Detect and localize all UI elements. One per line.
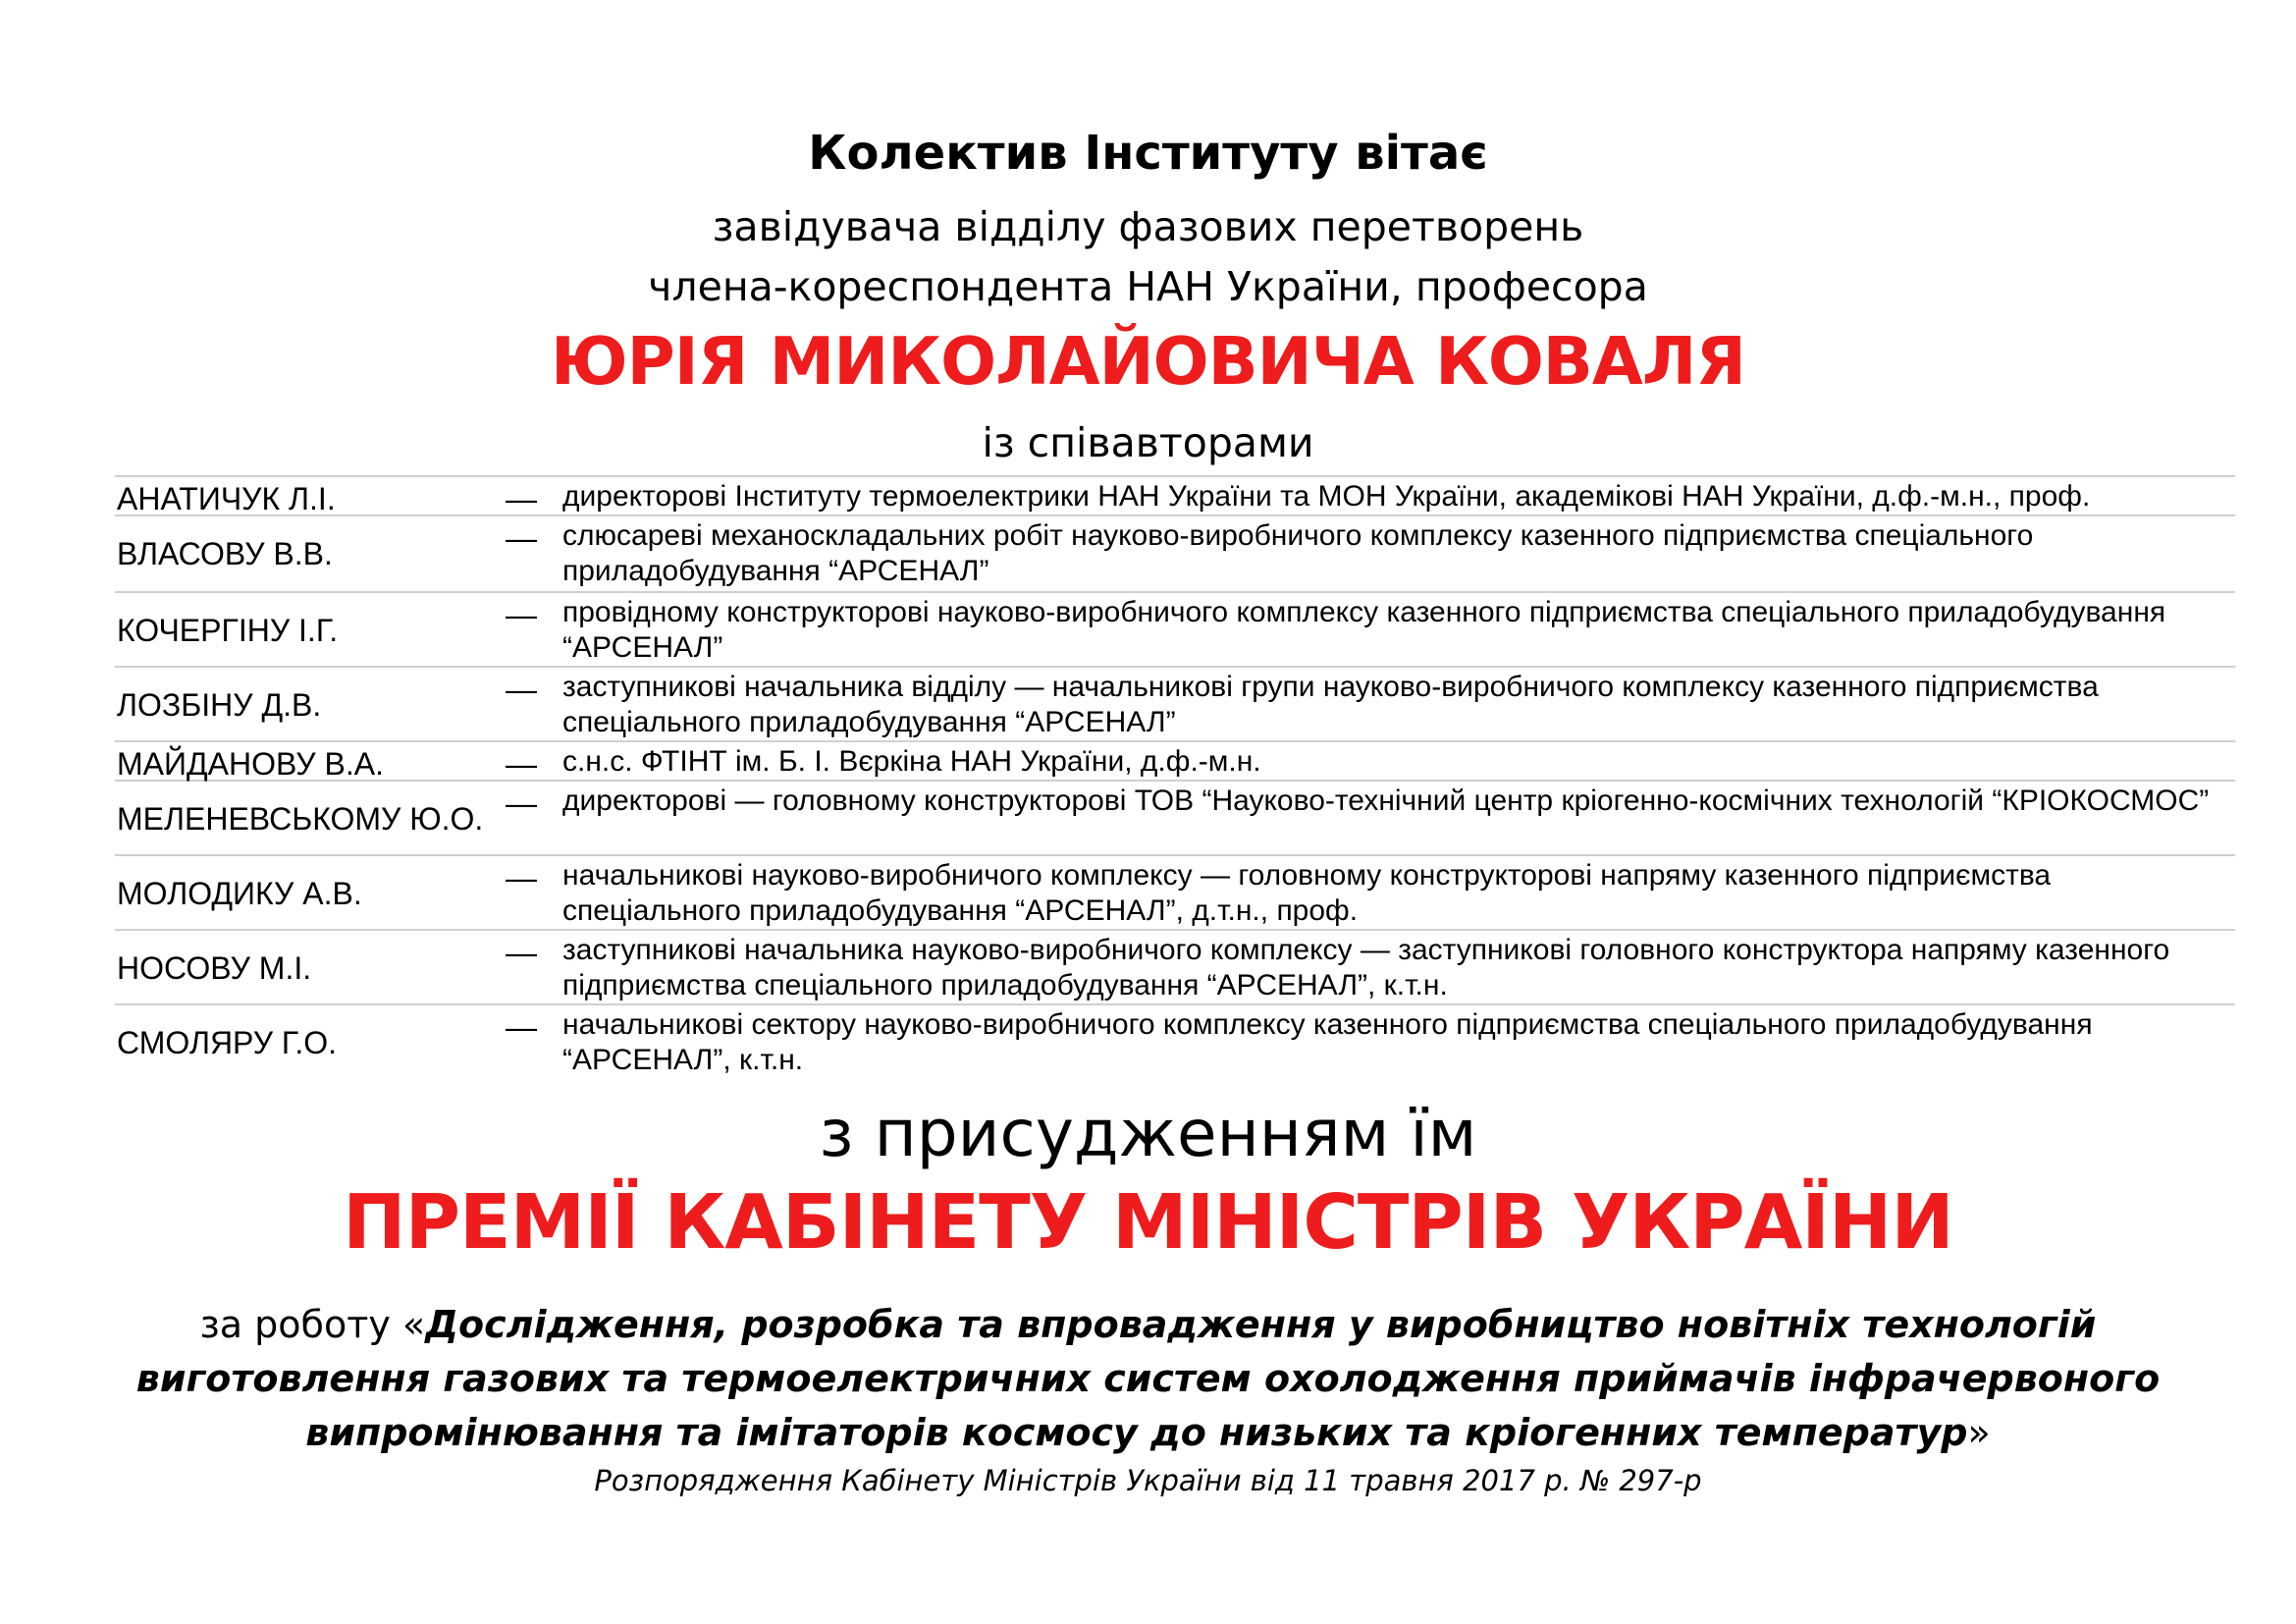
coauthor-row [115,856,2235,931]
coauthor-name: КОЧЕРГІНУ І.Г. [117,613,339,648]
dash: — [506,746,537,782]
work-description [79,1298,2217,1460]
coauthor-row [115,931,2235,1005]
position-line: завідувача відділу фазових перетворень [712,203,1584,250]
work-title: Дослідження, розробка та впровадження у виробництво новітніх технологій виготовлення газових та термоелектричних систем охолодження приймачів інфрачервоного випромінювання та імітаторів космосу до низьких та кріогенних температур [135,1303,2161,1454]
prize-name: ПРЕМІЇ КАБІНЕТУ МІНІСТРІВ УКРАЇНИ [343,1179,1953,1267]
heading: Колектив Інституту вітає [808,126,1488,181]
coauthor-description: провідному конструкторові науково-виробничого комплексу казенного підприємства спеціального приладобудування “АРСЕНАЛ” [562,596,2166,664]
coauthor-name: МОЛОДИКУ А.В. [117,876,362,911]
coauthor-row [115,668,2235,742]
coauthor-description: директорові — головному конструкторові ТОВ “Науково-технічний центр кріогенно-космічних технологій “КРІОКОСМОС” [562,785,2210,817]
decree-reference: Розпорядження Кабінету Міністрів України від 11 травня 2017 р. № 297-р [594,1464,1702,1497]
coauthor-row [115,1005,2235,1082]
coauthor-name: МАЙДАНОВУ В.А. [117,746,384,782]
coauthor-description: начальникові сектору науково-виробничого комплексу казенного підприємства спеціального приладобудування “АРСЕНАЛ”, к.т.н. [562,1008,2093,1076]
coauthor-row [115,742,2235,782]
coauthor-description: слюсареві механоскладальних робіт науково-виробничого комплексу казенного підприємства спеціального приладобудування “АРСЕНАЛ” [562,519,2034,587]
dash: — [506,860,537,895]
honoree-name: ЮРІЯ МИКОЛАЙОВИЧА КОВАЛЯ [551,323,1745,400]
coauthor-row [115,593,2235,668]
coauthor-row [115,516,2235,593]
coauthor-description: с.н.с. ФТІНТ ім. Б. І. Вєркіна НАН України, д.ф.-м.н. [562,745,1261,778]
coauthor-table [115,475,2235,1082]
coauthor-name: СМОЛЯРУ Г.О. [117,1025,337,1060]
coauthor-description: начальникові науково-виробничого комплексу — головному конструкторові напряму казенного підприємства спеціального приладобудування “АРСЕНАЛ”, д.т.н., проф. [562,859,2052,927]
title-line: члена-кореспондента НАН України, професора [648,263,1648,310]
coauthor-description: заступникові начальника відділу — начальникові групи науково-виробничого комплексу казенного підприємства спеціального приладобудування “АРСЕНАЛ” [562,671,2099,738]
coauthor-name: ВЛАСОВУ В.В. [117,536,333,571]
coauthors-label: із співавторами [982,419,1314,466]
coauthor-row [115,782,2235,856]
coauthor-name: ЛОЗБІНУ Д.В. [117,687,322,723]
dash: — [506,520,537,556]
work-suffix: » [1967,1411,1991,1454]
awarded-line: з присудженням їм [819,1096,1477,1171]
dash: — [506,1009,537,1045]
dash: — [506,672,537,707]
dash: — [506,785,537,821]
coauthor-description: заступникові начальника науково-виробничого комплексу — заступникові головного конструктора напряму казенного підприємства спеціального приладобудування “АРСЕНАЛ”, к.т.н. [562,934,2170,1001]
coauthor-description: директорові Інституту термоелектрики НАН України та МОН України, академікові НАН України, д.ф.-м.н., проф. [562,480,2091,513]
coauthor-row [115,477,2235,516]
work-prefix: за роботу « [199,1303,426,1346]
dash: — [506,935,537,970]
coauthor-name: НОСОВУ М.І. [117,950,312,986]
dash: — [506,481,537,516]
coauthor-name: АНАТИЧУК Л.І. [117,481,336,516]
dash: — [506,597,537,632]
coauthor-name: МЕЛЕНЕВСЬКОМУ Ю.О. [117,801,484,837]
